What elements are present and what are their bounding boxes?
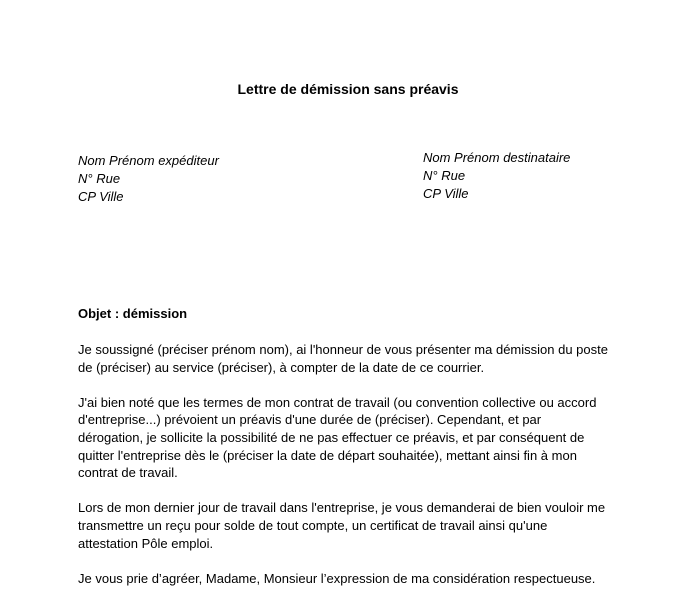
recipient-city: CP Ville <box>423 186 469 201</box>
paragraph-closing <box>78 570 638 588</box>
paragraph-notice <box>78 394 638 482</box>
letter-subject: Objet : démission <box>78 306 188 321</box>
paragraph-line: dérogation, je sollicite la possibilité de ne pas effectuer ce préavis, et par conséquent de <box>78 429 585 445</box>
paragraph-line: contrat de travail. <box>78 465 178 481</box>
recipient-name: Nom Prénom destinataire <box>423 150 571 165</box>
paragraph-intro <box>78 341 638 376</box>
recipient-street: N° Rue <box>423 168 466 183</box>
paragraph-line: de (préciser) au service (préciser), à compter de la date de ce courrier. <box>78 359 485 375</box>
paragraph-line: Je soussigné (préciser prénom nom), ai l'honneur de vous présenter ma démission du poste <box>78 342 608 357</box>
paragraph-line: Je vous prie d’agréer, Madame, Monsieur l’expression de ma considération respectueuse. <box>78 570 596 586</box>
paragraph-line: Lors de mon dernier jour de travail dans l'entreprise, je vous demanderai de bien vouloir me <box>78 500 606 516</box>
sender-city: CP Ville <box>78 189 124 204</box>
sender-name: Nom Prénom expéditeur <box>78 153 219 168</box>
sender-address <box>78 152 219 206</box>
paragraph-line: d'entreprise...) prévoient un préavis d'une durée de (préciser). Cependant, et par <box>78 412 542 428</box>
recipient-address <box>423 149 570 203</box>
paragraph-line: attestation Pôle emploi. <box>78 535 214 551</box>
paragraph-documents <box>78 499 638 552</box>
paragraph-line: J'ai bien noté que les termes de mon contrat de travail (ou convention collective ou accord <box>78 394 597 410</box>
paragraph-line: transmettre un reçu pour solde de tout compte, un certificat de travail ainsi qu'une <box>78 517 548 533</box>
letter-body <box>78 341 638 605</box>
letter-title: Lettre de démission sans préavis <box>237 81 459 97</box>
sender-street: N° Rue <box>78 171 121 186</box>
paragraph-line: quitter l'entreprise dès le (préciser la date de départ souhaitée), mettant ainsi fin à mon <box>78 447 577 463</box>
